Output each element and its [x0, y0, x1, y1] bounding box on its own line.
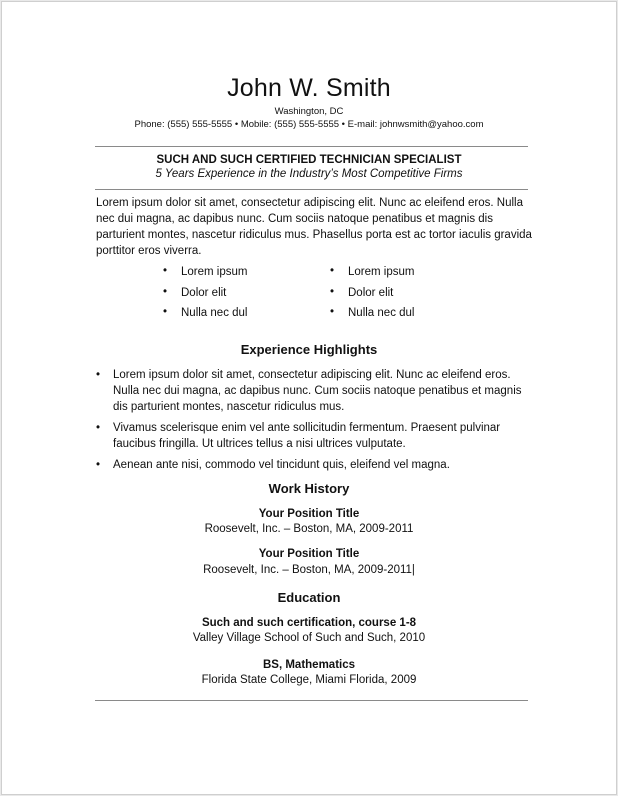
education-title: Such and such certification, course 1-8: [201, 617, 417, 629]
education-detail: Valley Village School of Such and Such, 2010: [192, 632, 426, 644]
candidate-name: John W. Smith: [227, 74, 391, 102]
resume-page: [1, 1, 617, 795]
experience-heading: Experience Highlights: [240, 342, 378, 357]
work-history-heading: Work History: [268, 481, 350, 496]
education-heading: Education: [277, 590, 341, 605]
education-detail: Florida State College, Miami Florida, 2009: [201, 674, 417, 686]
job-detail: Roosevelt, Inc. – Boston, MA, 2009-2011: [204, 523, 414, 535]
skill-item: • Lorem ipsum: [163, 266, 247, 287]
job-title: Your Position Title: [258, 548, 360, 560]
headline-title: SUCH AND SUCH CERTIFIED TECHNICIAN SPECIALIST: [156, 154, 462, 166]
skill-item: • Dolor elit: [163, 287, 247, 308]
skill-item: • Dolor elit: [330, 287, 414, 308]
experience-list: [96, 367, 536, 478]
job-detail: Roosevelt, Inc. – Boston, MA, 2009-2011|: [203, 564, 415, 576]
experience-item: • Aenean ante nisi, commodo vel tincidunt quis, eleifend vel magna.: [96, 457, 536, 473]
skill-item: • Nulla nec dul: [330, 307, 414, 328]
experience-item: • Vivamus scelerisque enim vel ante sollicitudin fermentum. Praesent pulvinar faucibus fringilla. Ut ultrices tellus a nisi ultrices vulputate.: [96, 420, 536, 452]
skill-item: • Lorem ipsum: [330, 266, 414, 287]
experience-item: • Lorem ipsum dolor sit amet, consectetur adipiscing elit. Nunc ac eleifend eros. Nulla nec dui magna, ac dapibus nunc. Cum sociis natoque penatibus et magnis dis parturient montes, nascetur ridiculus mus.: [96, 367, 536, 415]
skill-item: • Nulla nec dul: [163, 307, 247, 328]
education-title: BS, Mathematics: [262, 659, 356, 671]
contact-line: Phone: (555) 555-5555 • Mobile: (555) 555-5555 • E-mail: johnwsmith@yahoo.com: [134, 119, 484, 130]
divider-top: [95, 146, 528, 147]
headline-subtitle: 5 Years Experience in the Industry’s Most Competitive Firms: [155, 168, 463, 180]
candidate-location: Washington, DC: [274, 106, 344, 117]
divider-bottom: [95, 700, 528, 701]
job-title: Your Position Title: [258, 508, 360, 520]
summary-paragraph: Lorem ipsum dolor sit amet, consectetur adipiscing elit. Nunc ac eleifend eros. Nulla nec dui magna, ac dapibus nunc. Cum sociis natoque penatibus et magnis dis parturient montes, nascetur ridiculus mus. Phasellus porta est ac tortor iaculis gravida porttitor eros viverra.: [96, 197, 532, 257]
skills-list-right: [330, 266, 414, 328]
skills-list-left: [163, 266, 247, 328]
divider-headline: [95, 189, 528, 190]
